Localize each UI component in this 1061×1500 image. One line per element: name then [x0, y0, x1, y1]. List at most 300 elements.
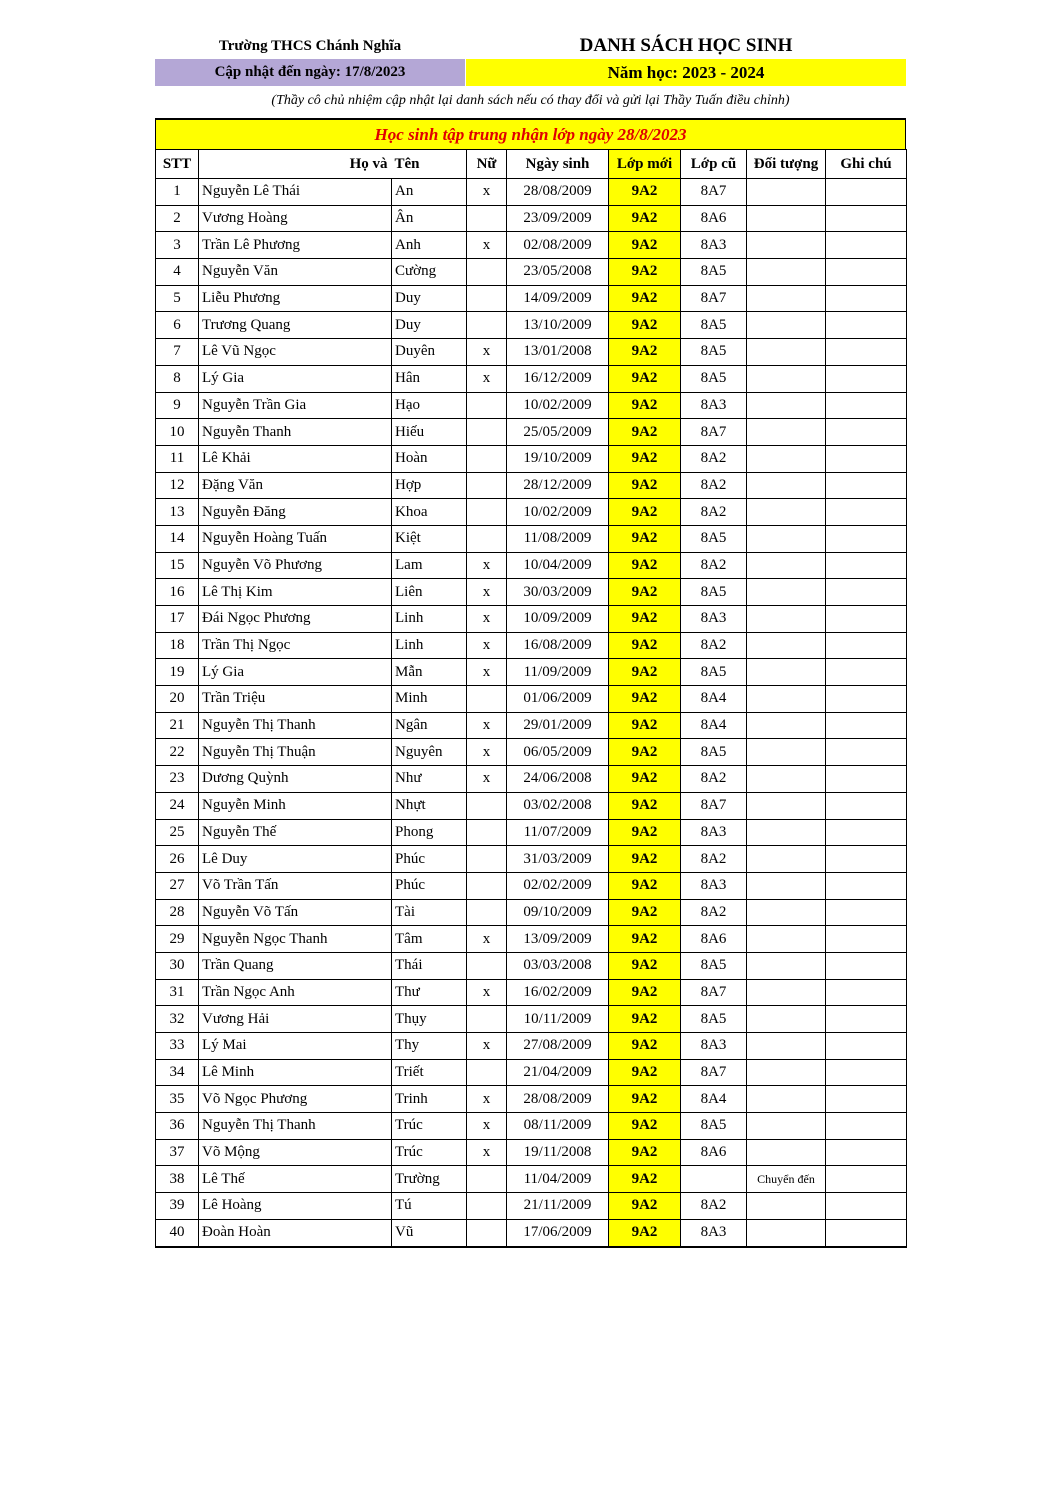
student-category [747, 1006, 826, 1033]
student-last-name: Lê Thị Kim [199, 579, 392, 606]
student-notes [826, 1006, 907, 1033]
student-last-name: Lý Gia [199, 365, 392, 392]
student-new-class: 9A2 [609, 1193, 681, 1220]
student-category [747, 606, 826, 633]
student-notes [826, 1193, 907, 1220]
student-notes [826, 1086, 907, 1113]
student-notes [826, 179, 907, 206]
table-row [156, 232, 907, 259]
student-first-name: Như [392, 766, 467, 793]
table-row [156, 846, 907, 873]
student-female: x [467, 1139, 507, 1166]
student-last-name: Nguyễn Ngọc Thanh [199, 926, 392, 953]
student-stt: 40 [156, 1219, 199, 1246]
student-stt: 14 [156, 525, 199, 552]
student-old-class: 8A3 [681, 819, 747, 846]
student-female: x [467, 979, 507, 1006]
student-first-name: Thy [392, 1033, 467, 1060]
student-stt: 13 [156, 499, 199, 526]
student-first-name: Linh [392, 606, 467, 633]
col-female: Nữ [467, 150, 507, 179]
student-first-name: Khoa [392, 499, 467, 526]
student-old-class: 8A5 [681, 259, 747, 286]
student-old-class: 8A3 [681, 1033, 747, 1060]
student-new-class: 9A2 [609, 392, 681, 419]
student-first-name: Anh [392, 232, 467, 259]
student-notes [826, 1059, 907, 1086]
student-female: x [467, 926, 507, 953]
student-first-name: Hiếu [392, 419, 467, 446]
col-category: Đối tượng [747, 150, 826, 179]
student-notes [826, 979, 907, 1006]
student-first-name: Lam [392, 552, 467, 579]
table-row [156, 1219, 907, 1246]
student-last-name: Nguyễn Thanh [199, 419, 392, 446]
student-dob: 11/09/2009 [507, 659, 609, 686]
student-first-name: Trúc [392, 1113, 467, 1140]
student-new-class: 9A2 [609, 472, 681, 499]
student-stt: 3 [156, 232, 199, 259]
student-female: x [467, 659, 507, 686]
student-category [747, 259, 826, 286]
student-notes [826, 846, 907, 873]
student-dob: 23/05/2008 [507, 259, 609, 286]
student-female: x [467, 632, 507, 659]
student-old-class: 8A3 [681, 1219, 747, 1246]
student-first-name: Minh [392, 686, 467, 713]
student-category [747, 365, 826, 392]
student-new-class: 9A2 [609, 686, 681, 713]
student-dob: 13/09/2009 [507, 926, 609, 953]
student-notes [826, 872, 907, 899]
student-dob: 10/04/2009 [507, 552, 609, 579]
student-old-class: 8A7 [681, 419, 747, 446]
student-last-name: Liễu Phương [199, 285, 392, 312]
student-female [467, 846, 507, 873]
table-row [156, 392, 907, 419]
table-row [156, 1139, 907, 1166]
student-last-name: Trần Quang [199, 952, 392, 979]
student-notes [826, 392, 907, 419]
student-first-name: Mẫn [392, 659, 467, 686]
student-dob: 13/01/2008 [507, 339, 609, 366]
student-notes [826, 739, 907, 766]
updated-date: Cập nhật đến ngày: 17/8/2023 [155, 59, 465, 86]
student-dob: 28/12/2009 [507, 472, 609, 499]
table-row [156, 819, 907, 846]
student-stt: 16 [156, 579, 199, 606]
student-category [747, 579, 826, 606]
student-new-class: 9A2 [609, 232, 681, 259]
student-new-class: 9A2 [609, 1033, 681, 1060]
student-category [747, 1139, 826, 1166]
student-dob: 02/02/2009 [507, 872, 609, 899]
student-dob: 25/05/2009 [507, 419, 609, 446]
student-dob: 21/04/2009 [507, 1059, 609, 1086]
student-dob: 10/02/2009 [507, 392, 609, 419]
student-first-name: Thụy [392, 1006, 467, 1033]
table-row [156, 445, 907, 472]
table-row [156, 312, 907, 339]
student-first-name: Linh [392, 632, 467, 659]
col-new-class: Lớp mới [609, 150, 681, 179]
student-rows [156, 179, 907, 1247]
student-dob: 24/06/2008 [507, 766, 609, 793]
student-dob: 16/02/2009 [507, 979, 609, 1006]
table-row [156, 365, 907, 392]
student-dob: 03/02/2008 [507, 792, 609, 819]
school-year: Năm học: 2023 - 2024 [466, 59, 906, 86]
student-stt: 22 [156, 739, 199, 766]
student-female [467, 205, 507, 232]
student-notes [826, 819, 907, 846]
table-row [156, 632, 907, 659]
student-new-class: 9A2 [609, 846, 681, 873]
student-last-name: Trần Thị Ngọc [199, 632, 392, 659]
student-first-name: Vũ [392, 1219, 467, 1246]
student-female: x [467, 1033, 507, 1060]
student-old-class: 8A2 [681, 846, 747, 873]
student-new-class: 9A2 [609, 525, 681, 552]
table-row [156, 472, 907, 499]
student-notes [826, 312, 907, 339]
student-first-name: Kiệt [392, 525, 467, 552]
table-row [156, 579, 907, 606]
student-female [467, 392, 507, 419]
student-stt: 36 [156, 1113, 199, 1140]
student-dob: 06/05/2009 [507, 739, 609, 766]
student-notes [826, 205, 907, 232]
student-category [747, 552, 826, 579]
student-new-class: 9A2 [609, 259, 681, 286]
student-first-name: Thái [392, 952, 467, 979]
student-notes [826, 632, 907, 659]
student-old-class: 8A3 [681, 392, 747, 419]
student-last-name: Trần Lê Phương [199, 232, 392, 259]
student-new-class: 9A2 [609, 205, 681, 232]
student-female [467, 419, 507, 446]
student-stt: 23 [156, 766, 199, 793]
student-new-class: 9A2 [609, 445, 681, 472]
student-stt: 1 [156, 179, 199, 206]
student-female [467, 952, 507, 979]
table-row [156, 1059, 907, 1086]
student-old-class: 8A7 [681, 1059, 747, 1086]
table-row [156, 952, 907, 979]
student-last-name: Đặng Văn [199, 472, 392, 499]
student-last-name: Trần Ngọc Anh [199, 979, 392, 1006]
student-old-class: 8A2 [681, 899, 747, 926]
student-category [747, 659, 826, 686]
student-category [747, 686, 826, 713]
student-first-name: Trúc [392, 1139, 467, 1166]
student-old-class: 8A4 [681, 686, 747, 713]
student-first-name: Thư [392, 979, 467, 1006]
student-category [747, 952, 826, 979]
student-stt: 29 [156, 926, 199, 953]
student-last-name: Võ Ngọc Phương [199, 1086, 392, 1113]
student-new-class: 9A2 [609, 1113, 681, 1140]
student-female: x [467, 1113, 507, 1140]
student-last-name: Nguyễn Võ Tấn [199, 899, 392, 926]
student-last-name: Trương Quang [199, 312, 392, 339]
student-stt: 24 [156, 792, 199, 819]
student-table [155, 149, 907, 1248]
student-first-name: Tài [392, 899, 467, 926]
student-dob: 19/11/2008 [507, 1139, 609, 1166]
col-old-class: Lớp cũ [681, 150, 747, 179]
student-last-name: Lê Hoàng [199, 1193, 392, 1220]
student-old-class: 8A6 [681, 1139, 747, 1166]
student-dob: 31/03/2009 [507, 846, 609, 873]
student-category [747, 472, 826, 499]
student-new-class: 9A2 [609, 659, 681, 686]
student-dob: 02/08/2009 [507, 232, 609, 259]
student-new-class: 9A2 [609, 606, 681, 633]
student-first-name: Phong [392, 819, 467, 846]
student-female [467, 1059, 507, 1086]
student-last-name: Nguyễn Thị Thanh [199, 712, 392, 739]
student-female [467, 525, 507, 552]
student-stt: 7 [156, 339, 199, 366]
student-first-name: Trinh [392, 1086, 467, 1113]
student-new-class: 9A2 [609, 926, 681, 953]
student-old-class: 8A5 [681, 365, 747, 392]
student-stt: 27 [156, 872, 199, 899]
table-row [156, 419, 907, 446]
student-stt: 17 [156, 606, 199, 633]
table-row [156, 179, 907, 206]
col-first-name: Tên [392, 150, 467, 179]
student-notes [826, 899, 907, 926]
table-row [156, 1086, 907, 1113]
student-female [467, 285, 507, 312]
col-notes: Ghi chú [826, 150, 907, 179]
student-female [467, 312, 507, 339]
student-dob: 01/06/2009 [507, 686, 609, 713]
student-last-name: Nguyễn Minh [199, 792, 392, 819]
student-dob: 16/12/2009 [507, 365, 609, 392]
student-old-class: 8A4 [681, 1086, 747, 1113]
student-first-name: Hân [392, 365, 467, 392]
student-stt: 10 [156, 419, 199, 446]
student-new-class: 9A2 [609, 952, 681, 979]
student-last-name: Lê Khải [199, 445, 392, 472]
student-notes [826, 1166, 907, 1193]
student-notes [826, 712, 907, 739]
student-female [467, 1166, 507, 1193]
student-new-class: 9A2 [609, 712, 681, 739]
student-old-class: 8A7 [681, 792, 747, 819]
student-new-class: 9A2 [609, 979, 681, 1006]
student-old-class: 8A5 [681, 312, 747, 339]
student-dob: 17/06/2009 [507, 1219, 609, 1246]
student-first-name: Trường [392, 1166, 467, 1193]
student-stt: 12 [156, 472, 199, 499]
student-female [467, 445, 507, 472]
table-header-row [156, 150, 907, 179]
student-stt: 34 [156, 1059, 199, 1086]
student-category [747, 445, 826, 472]
student-old-class: 8A7 [681, 179, 747, 206]
student-female [467, 686, 507, 713]
student-new-class: 9A2 [609, 339, 681, 366]
student-notes [826, 232, 907, 259]
student-last-name: Nguyễn Hoàng Tuấn [199, 525, 392, 552]
student-stt: 5 [156, 285, 199, 312]
student-notes [826, 1113, 907, 1140]
student-first-name: Nhựt [392, 792, 467, 819]
student-stt: 8 [156, 365, 199, 392]
student-stt: 4 [156, 259, 199, 286]
student-notes [826, 792, 907, 819]
student-category [747, 525, 826, 552]
table-row [156, 552, 907, 579]
student-female [467, 899, 507, 926]
student-old-class: 8A2 [681, 472, 747, 499]
student-old-class: 8A5 [681, 1006, 747, 1033]
table-row [156, 766, 907, 793]
student-stt: 6 [156, 312, 199, 339]
student-new-class: 9A2 [609, 579, 681, 606]
student-notes [826, 419, 907, 446]
student-old-class: 8A7 [681, 979, 747, 1006]
student-dob: 08/11/2009 [507, 1113, 609, 1140]
student-old-class: 8A5 [681, 525, 747, 552]
student-new-class: 9A2 [609, 739, 681, 766]
student-last-name: Trần Triệu [199, 686, 392, 713]
student-stt: 9 [156, 392, 199, 419]
student-old-class: 8A7 [681, 285, 747, 312]
student-new-class: 9A2 [609, 312, 681, 339]
student-category [747, 979, 826, 1006]
student-old-class: 8A2 [681, 499, 747, 526]
student-new-class: 9A2 [609, 499, 681, 526]
instruction-note: (Thầy cô chủ nhiệm cập nhật lại danh sách nếu có thay đổi và gửi lại Thầy Tuấn điều chỉnh) [271, 93, 790, 108]
student-last-name: Vương Hải [199, 1006, 392, 1033]
student-female: x [467, 739, 507, 766]
student-category [747, 179, 826, 206]
student-dob: 13/10/2009 [507, 312, 609, 339]
student-dob: 10/02/2009 [507, 499, 609, 526]
student-old-class: 8A4 [681, 712, 747, 739]
student-category [747, 846, 826, 873]
table-row [156, 1113, 907, 1140]
student-female [467, 1006, 507, 1033]
student-female [467, 472, 507, 499]
student-stt: 15 [156, 552, 199, 579]
student-category [747, 312, 826, 339]
student-stt: 35 [156, 1086, 199, 1113]
student-dob: 19/10/2009 [507, 445, 609, 472]
student-old-class: 8A5 [681, 952, 747, 979]
student-category [747, 739, 826, 766]
table-row [156, 606, 907, 633]
col-last-name: Họ và [199, 150, 392, 179]
student-old-class: 8A3 [681, 606, 747, 633]
student-stt: 21 [156, 712, 199, 739]
student-last-name: Lê Duy [199, 846, 392, 873]
student-category [747, 419, 826, 446]
student-notes [826, 579, 907, 606]
table-row [156, 1193, 907, 1220]
student-dob: 11/08/2009 [507, 525, 609, 552]
student-notes [826, 365, 907, 392]
student-first-name: Liên [392, 579, 467, 606]
student-last-name: Nguyễn Đăng [199, 499, 392, 526]
student-old-class: 8A6 [681, 205, 747, 232]
student-category: Chuyển đến [747, 1166, 826, 1193]
student-new-class: 9A2 [609, 899, 681, 926]
student-old-class: 8A3 [681, 232, 747, 259]
student-last-name: Nguyễn Lê Thái [199, 179, 392, 206]
student-old-class [681, 1166, 747, 1193]
student-female: x [467, 365, 507, 392]
student-stt: 31 [156, 979, 199, 1006]
student-first-name: Phúc [392, 846, 467, 873]
student-category [747, 819, 826, 846]
student-old-class: 8A5 [681, 1113, 747, 1140]
student-stt: 30 [156, 952, 199, 979]
student-notes [826, 499, 907, 526]
student-dob: 03/03/2008 [507, 952, 609, 979]
student-last-name: Nguyễn Thị Thanh [199, 1113, 392, 1140]
student-female [467, 259, 507, 286]
student-category [747, 1033, 826, 1060]
student-stt: 38 [156, 1166, 199, 1193]
student-old-class: 8A5 [681, 339, 747, 366]
col-dob: Ngày sinh [507, 150, 609, 179]
student-old-class: 8A5 [681, 739, 747, 766]
student-first-name: Hoàn [392, 445, 467, 472]
col-stt: STT [156, 150, 199, 179]
student-category [747, 899, 826, 926]
student-dob: 10/11/2009 [507, 1006, 609, 1033]
student-stt: 19 [156, 659, 199, 686]
student-notes [826, 659, 907, 686]
student-stt: 2 [156, 205, 199, 232]
student-first-name: Tâm [392, 926, 467, 953]
student-new-class: 9A2 [609, 1006, 681, 1033]
student-notes [826, 525, 907, 552]
student-stt: 33 [156, 1033, 199, 1060]
student-female: x [467, 339, 507, 366]
student-last-name: Nguyễn Trần Gia [199, 392, 392, 419]
school-name: Trường THCS Chánh Nghĩa [218, 37, 402, 54]
student-notes [826, 472, 907, 499]
student-category [747, 766, 826, 793]
student-female: x [467, 1086, 507, 1113]
student-first-name: Cường [392, 259, 467, 286]
student-last-name: Vương Hoàng [199, 205, 392, 232]
student-category [747, 1113, 826, 1140]
student-first-name: Tú [392, 1193, 467, 1220]
student-new-class: 9A2 [609, 1059, 681, 1086]
table-row [156, 499, 907, 526]
student-dob: 11/04/2009 [507, 1166, 609, 1193]
student-old-class: 8A6 [681, 926, 747, 953]
table-row [156, 259, 907, 286]
student-dob: 09/10/2009 [507, 899, 609, 926]
student-female [467, 499, 507, 526]
assembly-banner: Học sinh tập trung nhận lớp ngày 28/8/2023 [155, 118, 906, 149]
student-new-class: 9A2 [609, 285, 681, 312]
student-female: x [467, 712, 507, 739]
student-first-name: Phúc [392, 872, 467, 899]
student-female: x [467, 606, 507, 633]
student-last-name: Võ Mộng [199, 1139, 392, 1166]
student-old-class: 8A2 [681, 632, 747, 659]
